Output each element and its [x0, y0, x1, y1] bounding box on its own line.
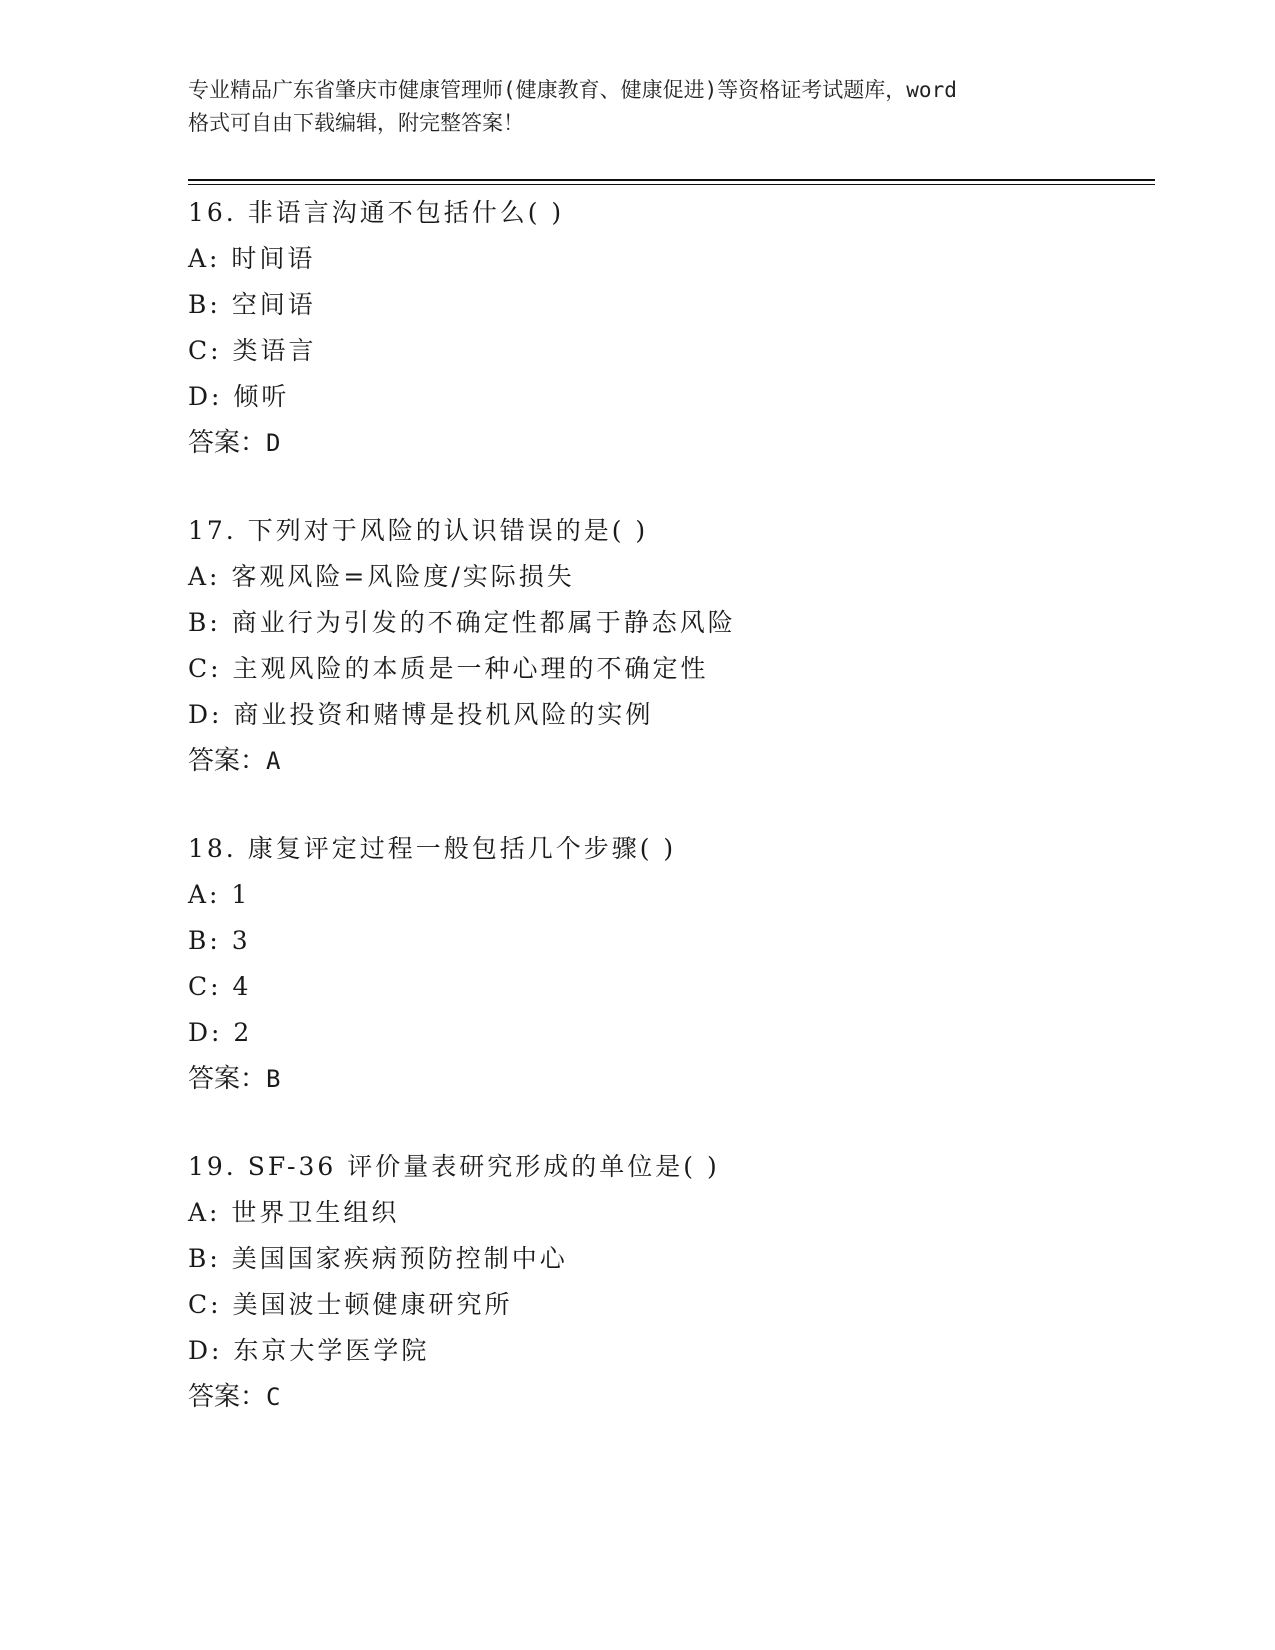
answer-value: D [266, 429, 281, 457]
question-16 [188, 190, 1168, 466]
answer-line [188, 420, 1168, 466]
option-a: A: 世界卫生组织 [188, 1198, 400, 1227]
option-a: A: 客观风险=风险度/实际损失 [188, 562, 575, 591]
option-c: C: 类语言 [188, 336, 317, 365]
question-19 [188, 1144, 1168, 1420]
option-d: D: 商业投资和赌博是投机风险的实例 [188, 700, 654, 729]
option-d: D: 2 [188, 1018, 253, 1047]
option-b: B: 美国国家疾病预防控制中心 [188, 1244, 568, 1273]
answer-value: C [266, 1383, 281, 1411]
answer-label: 答案： [188, 1064, 267, 1094]
option-a: A: 1 [188, 880, 251, 909]
option-b: B: 空间语 [188, 290, 316, 319]
option-c: C: 主观风险的本质是一种心理的不确定性 [188, 654, 709, 683]
question-17 [188, 508, 1168, 784]
option-b: B: 3 [188, 926, 251, 955]
answer-label: 答案： [188, 428, 267, 458]
answer-line [188, 738, 1168, 784]
answer-line [188, 1374, 1168, 1420]
answer-label: 答案： [188, 1382, 267, 1412]
answer-label: 答案： [188, 746, 267, 776]
answer-value: B [266, 1065, 281, 1093]
option-d: D: 倾听 [188, 382, 290, 411]
header-line-2: 格式可自由下载编辑，附完整答案！ [188, 111, 524, 135]
header-divider-thick [188, 179, 1155, 181]
option-d: D: 东京大学医学院 [188, 1336, 430, 1365]
question-stem: 17. 下列对于风险的认识错误的是( ) [188, 516, 649, 545]
header-line-1: 专业精品广东省肇庆市健康管理师(健康教育、健康促进)等资格证考试题库，word [188, 78, 957, 102]
question-18 [188, 826, 1168, 1102]
option-b: B: 商业行为引发的不确定性都属于静态风险 [188, 608, 736, 637]
question-stem: 16. 非语言沟通不包括什么( ) [188, 198, 565, 227]
answer-line [188, 1056, 1168, 1102]
option-c: C: 美国波士顿健康研究所 [188, 1290, 513, 1319]
question-stem: 19. SF-36 评价量表研究形成的单位是( ) [188, 1152, 720, 1181]
question-stem: 18. 康复评定过程一般包括几个步骤( ) [188, 834, 677, 863]
option-a: A: 时间语 [188, 244, 316, 273]
option-c: C: 4 [188, 972, 252, 1001]
answer-value: A [266, 747, 281, 775]
header-divider-thin [188, 184, 1155, 185]
document-header [188, 74, 1088, 140]
